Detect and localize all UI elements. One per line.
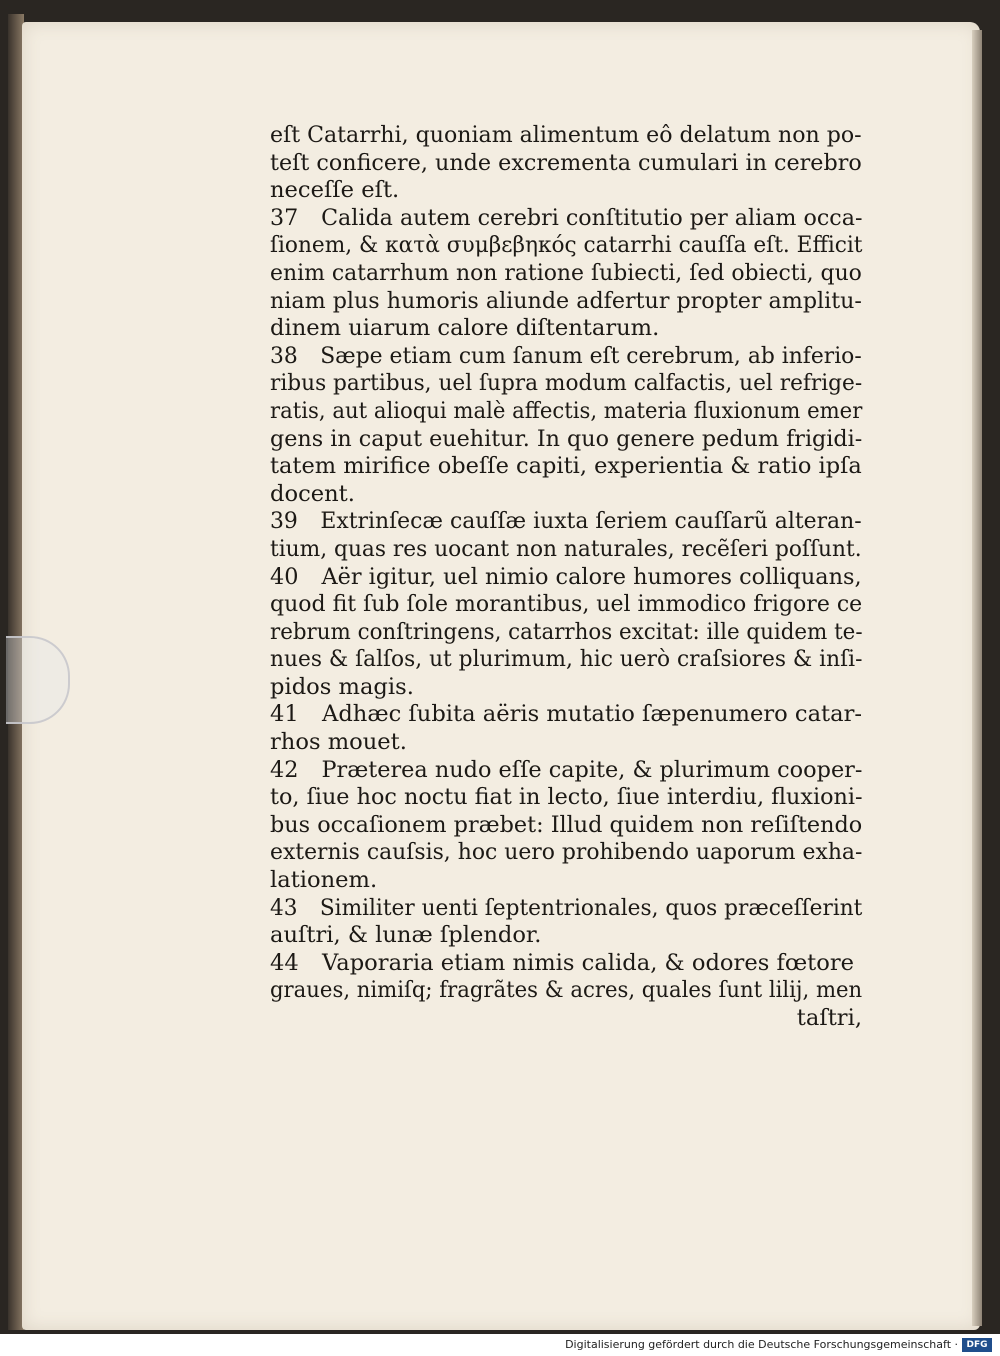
text-line <box>270 894 863 923</box>
paragraph-number: 44 <box>270 949 299 976</box>
line-text: dinem uiarum calore diſtentarum. <box>270 315 660 342</box>
line-text: neceſſe eſt. <box>270 177 400 204</box>
line-text: Vaporaria etiam nimis calida, & odores fœtore <box>322 949 855 976</box>
footer-bar <box>0 1334 1000 1356</box>
line-text: nues & ſalſos, ut plurimum, hic uerò craſsiores & inſi- <box>270 646 863 673</box>
paragraph-number: 42 <box>270 756 299 783</box>
text-line <box>270 839 863 867</box>
line-text: Adhæc ſubita aëris mutatio ſæpenumero catar- <box>322 701 863 728</box>
line-text: pidos magis. <box>270 673 414 700</box>
text-line <box>270 481 862 509</box>
line-text: Præterea nudo eſſe capite, & plurimum cooper- <box>321 756 863 783</box>
text-line <box>270 756 863 785</box>
text-line <box>270 618 863 647</box>
paragraph-number: 43 <box>270 894 298 921</box>
line-text: ratis, aut alioqui malè affectis, materia fluxionum emer <box>270 397 863 424</box>
text-line <box>270 315 862 343</box>
line-text: docent. <box>270 480 355 507</box>
text-line <box>270 535 862 564</box>
dfg-logo-icon: DFG <box>962 1338 992 1352</box>
paragraph-number: 41 <box>270 701 299 728</box>
text-line <box>270 149 862 178</box>
line-text: graues, nimiſq; fragrãtes & acres, quales ſunt lilij, men <box>270 977 863 1004</box>
text-line <box>270 508 862 536</box>
text-line <box>270 177 862 205</box>
text-line <box>270 425 863 454</box>
line-text: to, ſiue hoc noctu fiat in lecto, ſiue interdiu, fluxioni- <box>270 784 863 811</box>
line-text: ribus partibus, uel ſupra modum calfactis, uel refrige- <box>270 370 863 397</box>
text-line <box>270 729 862 757</box>
text-line <box>270 867 862 895</box>
line-text: teſt conficere, unde excrementa cumulari in cerebro <box>270 149 862 176</box>
line-text: ſionem, & κατὰ συμβεβηκός catarrhi cauſſa eſt. Efficit <box>270 232 863 259</box>
text-line <box>270 977 863 1005</box>
text-line <box>270 811 863 840</box>
line-text: auſtri, & lunæ ſplendor. <box>270 922 542 949</box>
paragraph-number: 39 <box>270 508 298 535</box>
line-text: rebrum conſtringens, catarrhos excitat: ille quidem te- <box>270 618 863 645</box>
text-line <box>270 701 862 729</box>
text-line <box>270 563 862 592</box>
text-line <box>270 232 863 260</box>
text-line <box>270 784 863 812</box>
text-line <box>270 646 863 674</box>
line-text: niam plus humoris aliunde adfertur propter amplitu- <box>270 287 862 314</box>
line-text: gens in caput euehitur. In quo genere pedum frigidi- <box>270 425 863 452</box>
text-line <box>270 950 862 978</box>
line-text: Extrinſecæ cauſſæ iuxta ſeriem cauſſarũ alteran- <box>320 508 862 535</box>
page-right-edge <box>972 30 982 1326</box>
footer-credit: Digitalisierung gefördert durch die Deutsche Forschungsgemeinschaft · <box>565 1338 958 1351</box>
text-line <box>270 259 862 288</box>
line-text: lationem. <box>270 867 378 894</box>
line-text: Aër igitur, uel nimio calore humores colliquans, <box>321 563 862 590</box>
text-line <box>270 204 863 233</box>
line-text: Sæpe etiam cum ſanum eſt cerebrum, ab inferio- <box>320 342 862 369</box>
line-text: tium, quas res uocant non naturales, recẽſeri poſſunt. <box>270 535 862 562</box>
text-line <box>270 397 863 426</box>
catchword: taſtri, <box>796 1005 862 1031</box>
text-line <box>270 370 863 398</box>
page-text-block <box>270 122 862 1033</box>
text-line <box>270 453 862 481</box>
line-text: tatem mirifice obeſſe capiti, experientia & ratio ipſa <box>270 453 862 480</box>
text-line <box>270 287 862 316</box>
text-line <box>270 591 863 619</box>
line-text: eſt Catarrhi, quoniam alimentum eô delatum non po- <box>270 122 862 148</box>
text-line <box>270 674 862 702</box>
line-text: Similiter uenti ſeptentrionales, quos præceſſerint <box>319 894 863 921</box>
line-text: quod fit ſub ſole morantibus, uel immodico frigore ce <box>270 591 863 618</box>
line-text: rhos mouet. <box>270 729 407 756</box>
text-line <box>270 122 862 150</box>
line-text: enim catarrhum non ratione ſubiecti, ſed obiecti, quo <box>270 259 862 286</box>
paragraph-number: 37 <box>270 204 299 231</box>
text-line <box>270 922 862 950</box>
line-text: externis cauſsis, hoc uero prohibendo uaporum exha- <box>270 839 863 866</box>
line-text: bus occaſionem præbet: Illud quidem non reſiſtendo <box>270 811 863 838</box>
paragraph-number: 38 <box>270 342 298 369</box>
paragraph-number: 40 <box>270 563 299 590</box>
line-text: Calida autem cerebri conſtitutio per aliam occa- <box>321 204 863 231</box>
text-line <box>270 342 862 371</box>
